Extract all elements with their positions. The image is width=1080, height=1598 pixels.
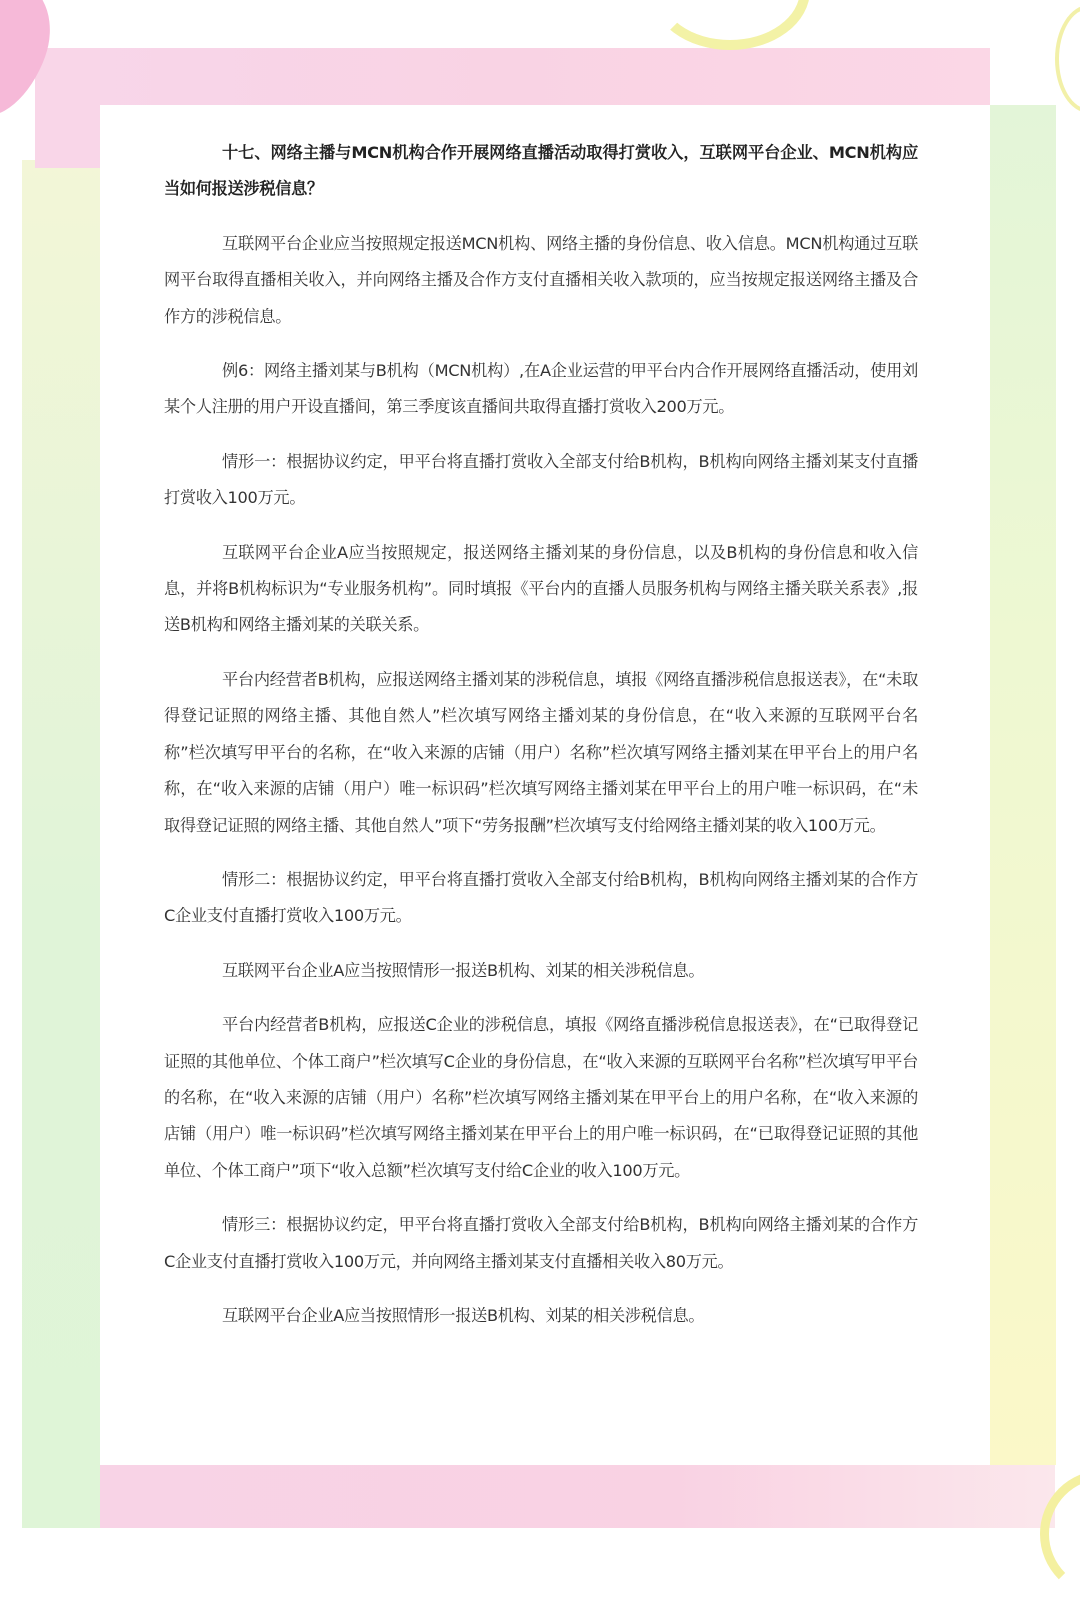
paragraph-case-1-platform: 互联网平台企业A应当按照规定，报送网络主播刘某的身份信息，以及B机构的身份信息和收入信息，并将B机构标识为“专业服务机构”。同时填报《平台内的直播人员服务机构与网络主播关联关系表》,报送B机构和网络主播刘某的关联关系。 (164, 542, 918, 635)
decorative-pink-band-bottom (100, 1465, 1055, 1528)
decorative-yellow-arc-top (650, 0, 810, 50)
paragraph-case-2-mcn: 平台内经营者B机构，应报送C企业的涉税信息，填报《网络直播涉税信息报送表》，在“已取得登记证照的其他单位、个体工商户”栏次填写C企业的身份信息，在“收入来源的互联网平台名称”栏次填写甲平台的名称，在“收入来源的店铺（用户）名称”栏次填写网络主播刘某在甲平台上的用户名称，在“收入来源的店铺（用户）唯一标识码”栏次填写网络主播刘某在甲平台上的用户唯一标识码，在“已取得登记证照的其他单位、个体工商户”项下“收入总额”栏次填写支付给C企业的收入100万元。 (164, 1015, 918, 1180)
paragraph-example-6: 例6：网络主播刘某与B机构（MCN机构）,在A企业运营的甲平台内合作开展网络直播活动，使用刘某个人注册的用户开设直播间，第三季度该直播间共取得直播打赏收入200万元。 (164, 361, 918, 417)
decorative-yellow-arc-corner (1055, 5, 1080, 113)
paragraph-case-3: 情形三：根据协议约定，甲平台将直播打赏收入全部支付给B机构，B机构向网络主播刘某的合作方C企业支付直播打赏收入100万元，并向网络主播刘某支付直播相关收入80万元。 (164, 1215, 918, 1271)
paragraph-case-2-platform: 互联网平台企业A应当按照情形一报送B机构、刘某的相关涉税信息。 (222, 960, 705, 980)
paragraph-case-2: 情形二：根据协议约定，甲平台将直播打赏收入全部支付给B机构，B机构向网络主播刘某的合作方C企业支付直播打赏收入100万元。 (164, 869, 918, 926)
decorative-green-band-left (22, 160, 100, 1528)
document-page (100, 105, 990, 1465)
paragraph-case-3-platform: 互联网平台企业A应当按照情形一报送B机构、刘某的相关涉税信息。 (222, 1305, 705, 1325)
paragraph-case-1: 情形一：根据协议约定，甲平台将直播打赏收入全部支付给B机构，B机构向网络主播刘某支付直播打赏收入100万元。 (164, 451, 918, 508)
decorative-pink-corner (35, 48, 100, 168)
document-content (164, 135, 918, 1334)
section-heading: 十七、网络主播与MCN机构合作开展网络直播活动取得打赏收入，互联网平台企业、MCN机构应当如何报送涉税信息？ (164, 143, 918, 199)
decorative-yellow-band-right (990, 105, 1056, 1465)
paragraph-intro: 互联网平台企业应当按照规定报送MCN机构、网络主播的身份信息、收入信息。MCN机构通过互联网平台取得直播相关收入，并向网络主播及合作方支付直播相关收入款项的，应当按规定报送网络主播及合作方的涉税信息。 (164, 233, 918, 326)
decorative-pink-band-top (35, 48, 990, 108)
paragraph-case-1-mcn: 平台内经营者B机构，应报送网络主播刘某的涉税信息，填报《网络直播涉税信息报送表》，在“未取得登记证照的网络主播、其他自然人”栏次填写网络主播刘某的身份信息，在“收入来源的互联网平台名称”栏次填写甲平台的名称，在“收入来源的店铺（用户）名称”栏次填写网络主播刘某在甲平台上的用户名称，在“收入来源的店铺（用户）唯一标识码”栏次填写网络主播刘某在甲平台上的用户唯一标识码，在“未取得登记证照的网络主播、其他自然人”项下“劳务报酬”栏次填写支付给网络主播刘某的收入100万元。 (164, 669, 918, 835)
